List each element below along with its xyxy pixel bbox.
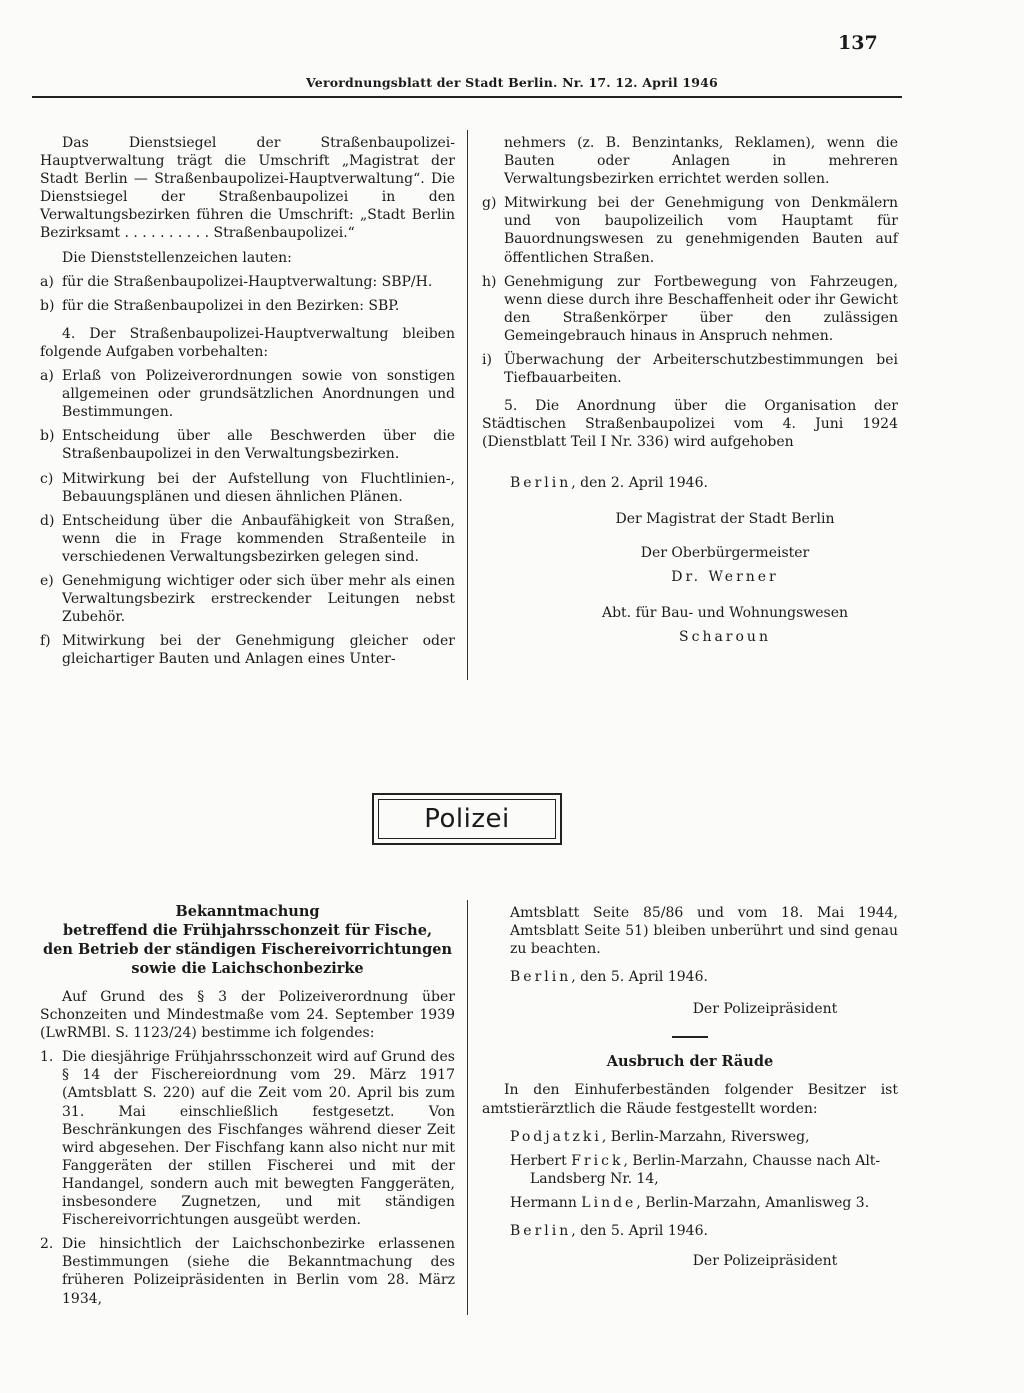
notice-2-intro: In den Einhuferbeständen folgender Besitzer ist amtstierärztlich die Räude festgestellt worden: (482, 1082, 898, 1117)
notice-subheading: betreffend die Frühjahrsschonzeit für Fische, (63, 922, 432, 939)
list-item: f) Mitwirkung bei der Genehmigung gleicher oder gleichartiger Bauten und Anlagen eines Unter- (40, 633, 455, 668)
list-item: c) Mitwirkung bei der Aufstellung von Fluchtlinien-, Bebauungsplänen und diesen ähnlichen Plänen. (40, 470, 455, 505)
signature-department: Abt. für Bau- und Wohnungswesen (601, 604, 849, 621)
list-item: e) Genehmigung wichtiger oder sich über mehr als einen Verwaltungsbezirk erstreckender Leitungen nebst Zubehör. (40, 572, 455, 626)
column-divider (467, 130, 468, 680)
running-head: Verordnungsblatt der Stadt Berlin. Nr. 17. 12. April 1946 (306, 75, 718, 90)
section-5-paragraph: 5. Die Anordnung über die Organisation der Städtischen Straßenbaupolizei vom 4. Juni 1924 (Dienstblatt Teil I Nr. 336) wird aufgehoben (482, 398, 898, 451)
list-item: d) Entscheidung über die Anbaufähigkeit von Straßen, wenn die in Frage kommenden Straßenteile in verschiedenen Verwaltungsbezirken gelegen sind. (40, 512, 455, 565)
list-item: b) Entscheidung über alle Beschwerden über die Straßenbaupolizei in den Verwaltungsbezirken. (40, 428, 455, 463)
signature-magistrat: Der Magistrat der Stadt Berlin (615, 510, 835, 527)
continued-item-f: nehmers (z. B. Benzintanks, Reklamen), wenn die Bauten oder Anlagen in mehreren Verwaltungsbezirken errichtet werden sollen. (504, 135, 898, 188)
signature-police-president: Der Polizeipräsident (692, 1001, 838, 1018)
notice-subheading: sowie die Laichschonbezirke (131, 960, 364, 977)
section-heading: Polizei (378, 799, 556, 839)
list-item: b) für die Straßenbaupolizei in den Bezirken: SBP. (40, 297, 400, 314)
page-number: 137 (838, 32, 878, 54)
continued-paragraph: Amtsblatt Seite 85/86 und vom 18. Mai 1944, Amtsblatt Seite 51) bleiben unberührt und sind genau zu beachten. (510, 905, 898, 958)
bottom-right-column (482, 904, 898, 1270)
owner-entry: Podjatzki, Berlin-Marzahn, Riversweg, (510, 1128, 810, 1145)
signature-title: Der Oberbürgermeister (640, 544, 810, 561)
signature-name-2: Scharoun (679, 628, 771, 645)
list-item: i) Überwachung der Arbeiterschutzbestimmungen bei Tiefbauarbeiten. (482, 352, 898, 387)
seal-paragraph: Das Dienstsiegel der Straßenbaupolizei-Hauptverwaltung trägt die Umschrift „Magistrat der Stadt Berlin — Straßenbaupolizei-Hauptverwaltung“. Die Dienstsiegel der Straßenbaupolizei in den Verwaltungsbezirken führen die Umschrift: „Stadt Berlin Bezirksamt . . . . . . . . . . Straßenbaupolizei.“ (40, 135, 455, 242)
list-item: a) für die Straßenbaupolizei-Hauptverwaltung: SBP/H. (40, 273, 433, 290)
signature-police-president: Der Polizeipräsident (692, 1253, 838, 1270)
owner-entry: Hermann Linde, Berlin-Marzahn, Amanlisweg 3. (510, 1194, 870, 1211)
owner-entry: Herbert Frick, Berlin-Marzahn, Chausse nach Alt-Landsberg Nr. 14, (510, 1152, 881, 1187)
list-item: 2. Die hinsichtlich der Laichschonbezirke erlassenen Bestimmungen (siehe die Bekanntmachung des früheren Polizeipräsidenten in Berlin vom 28. März 1934, (40, 1236, 455, 1307)
section-heading-box (372, 793, 562, 845)
list-item: a) Erlaß von Polizeiverordnungen sowie von sonstigen allgemeinen oder grundsätzlichen Anordnungen und Bestimmungen. (40, 368, 455, 421)
separator-rule (672, 1036, 708, 1038)
notice-subheading: den Betrieb der ständigen Fischereivorrichtungen (42, 941, 453, 958)
place-date-line: Berlin, den 2. April 1946. (510, 474, 708, 491)
notice-heading: Bekanntmachung (175, 903, 320, 920)
top-right-column (482, 134, 898, 646)
notice-intro: Auf Grund des § 3 der Polizeiverordnung über Schonzeiten und Mindestmaße vom 24. September 1939 (LwRMBl. S. 1123/24) bestimme ich folgendes: (40, 989, 455, 1042)
place-date-line: Berlin, den 5. April 1946. (510, 969, 708, 986)
column-divider (467, 900, 468, 1315)
signature-name: Dr. Werner (671, 568, 779, 585)
place-date-line: Berlin, den 5. April 1946. (510, 1223, 708, 1240)
list-item: 1. Die diesjährige Frühjahrsschonzeit wird auf Grund des § 14 der Fischereiordnung vom 29. März 1917 (Amtsblatt S. 220) auf die Zeit vom 20. April bis zum 31. Mai einschließlich festgesetzt. Von Beschränkungen des Fischfanges während dieser Zeit wird abgesehen. Der Fischfang kann also nicht nur mit Fanggeräten der stillen Fischerei und mit der Handangel, sondern auch mit bewegten Fanggeräten, insbesondere Zugnetzen, und mit ständigen Fischereivorrichtungen ausgeübt werden. (40, 1049, 455, 1229)
list-item: g) Mitwirkung bei der Genehmigung von Denkmälern und von baupolizeilich vom Hauptamt für Bauordnungswesen zu genehmigenden Bauten auf öffentlichen Straßen. (482, 195, 898, 266)
section-4-paragraph: 4. Der Straßenbaupolizei-Hauptverwaltung bleiben folgende Aufgaben vorbehalten: (40, 325, 455, 360)
notice-heading-2: Ausbruch der Räude (606, 1053, 774, 1071)
header-rule (32, 96, 902, 98)
office-codes-intro: Die Dienststellenzeichen lauten: (62, 249, 292, 266)
list-item: h) Genehmigung zur Fortbewegung von Fahrzeugen, wenn diese durch ihre Beschaffenheit oder ihr Gewicht den Straßenkörper über den zulässigen Gemeingebrauch hinaus in Anspruch nehmen. (482, 273, 898, 344)
bottom-left-column (40, 902, 455, 1308)
top-left-column (40, 134, 455, 668)
